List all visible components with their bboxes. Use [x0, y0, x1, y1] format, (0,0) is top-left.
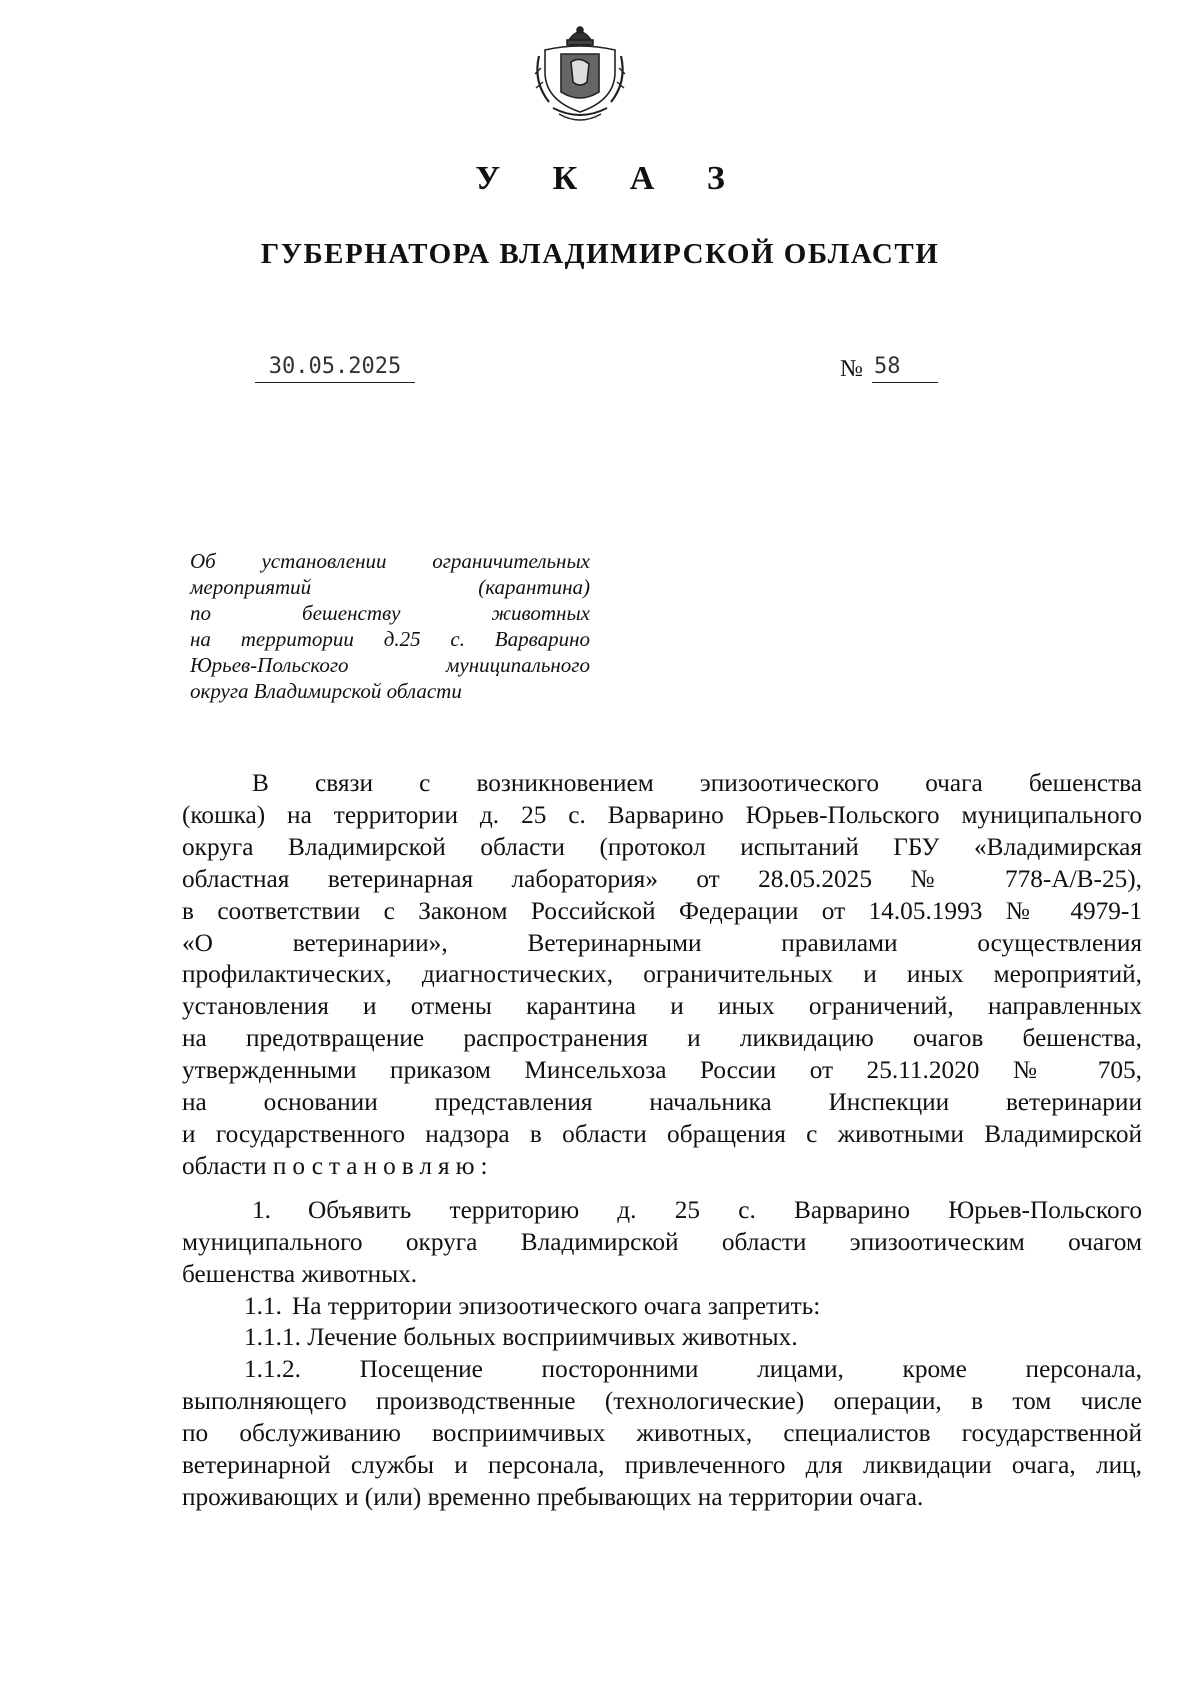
preamble-line: на основании представления начальника Инспекции ветеринарии: [182, 1088, 1142, 1117]
preamble-line: профилактических, диагностических, ограничительных и иных мероприятий,: [182, 960, 1142, 989]
subject-line: по бешенству животных: [190, 601, 590, 625]
item-1-1-2-line: ветеринарной службы и персонала, привлеченного для ликвидации очага, лиц,: [182, 1451, 1142, 1480]
document-date: 30.05.2025: [255, 352, 415, 383]
preamble-line: утвержденными приказом Минсельхоза России от 25.11.2020 № 705,: [182, 1056, 1142, 1085]
preamble-line: областная ветеринарная лаборатория» от 28.05.2025 № 778-А/В-25),: [182, 864, 1142, 893]
document-body: [182, 768, 1142, 1514]
subject-block: [190, 548, 590, 704]
document-number: 58: [872, 352, 938, 383]
subject-line: Об установлении ограничительных: [190, 549, 590, 573]
preamble-line: (кошка) на территории д. 25 с. Варварино Юрьев-Польского муниципального: [182, 800, 1142, 829]
item-1-text: Объявить территорию д. 25 с. Варварино Юрьев-Польского: [308, 1195, 1142, 1224]
coat-of-arms-icon: [531, 22, 629, 126]
item-1-1-2-first-line: [182, 1354, 1142, 1386]
item-1-1-number: 1.1.: [244, 1291, 282, 1320]
preamble-line: на предотвращение распространения и ликвидацию очагов бешенства,: [182, 1024, 1142, 1053]
item-1-line: муниципального округа Владимирской области эпизоотическим очагом: [182, 1227, 1142, 1256]
item-1-1-text: На территории эпизоотического очага запретить:: [292, 1291, 821, 1320]
preamble-last-line: [182, 1151, 1142, 1183]
item-1-1-2-line: выполняющего производственные (технологические) операции, в том числе: [182, 1387, 1142, 1416]
item-1-1-2-line: по обслуживанию восприимчивых животных, специалистов государственной: [182, 1419, 1142, 1448]
item-1-1-1-line: [182, 1322, 1142, 1354]
document-type-title: У К А З: [475, 160, 747, 197]
preamble-line: в соответствии с Законом Российской Федерации от 14.05.1993 № 4979-1: [182, 896, 1142, 925]
item-1-1-2-number: 1.1.2.: [244, 1355, 301, 1384]
item-1-first-line: [182, 1195, 1142, 1227]
preamble-last-prefix: области: [182, 1151, 273, 1180]
resolve-word: постановляю:: [272, 1151, 494, 1180]
preamble-line: установления и отмены карантина и иных ограничений, направленных: [182, 992, 1142, 1021]
number-sign: №: [840, 356, 863, 382]
subject-line: Юрьев-Польского муниципального: [190, 653, 590, 677]
preamble-line: «О ветеринарии», Ветеринарными правилами осуществления: [182, 928, 1142, 957]
item-1-1-1-text: Лечение больных восприимчивых животных.: [307, 1323, 798, 1352]
item-1-1-line: [182, 1291, 1142, 1323]
preamble-line: В связи с возникновением эпизоотического очага бешенства: [252, 769, 1142, 797]
preamble-line: и государственного надзора в области обращения с животными Владимирской: [182, 1119, 1142, 1148]
item-1-line: бешенства животных.: [182, 1259, 418, 1288]
item-1-1-2-line: проживающих и (или) временно пребывающих на территории очага.: [182, 1482, 924, 1511]
item-1-1-1-number: 1.1.1.: [244, 1323, 301, 1352]
item-1-1-2-text: Посещение посторонними лицами, кроме персонала,: [359, 1355, 1142, 1384]
issuer-title: ГУБЕРНАТОРА ВЛАДИМИРСКОЙ ОБЛАСТИ: [260, 238, 940, 270]
item-1-number: 1.: [252, 1195, 271, 1224]
preamble-line: округа Владимирской области (протокол испытаний ГБУ «Владимирская: [182, 832, 1142, 861]
subject-line: на территории д.25 с. Варварино: [190, 627, 590, 651]
subject-line: мероприятий (карантина): [190, 575, 590, 599]
subject-line: округа Владимирской области: [190, 679, 462, 703]
